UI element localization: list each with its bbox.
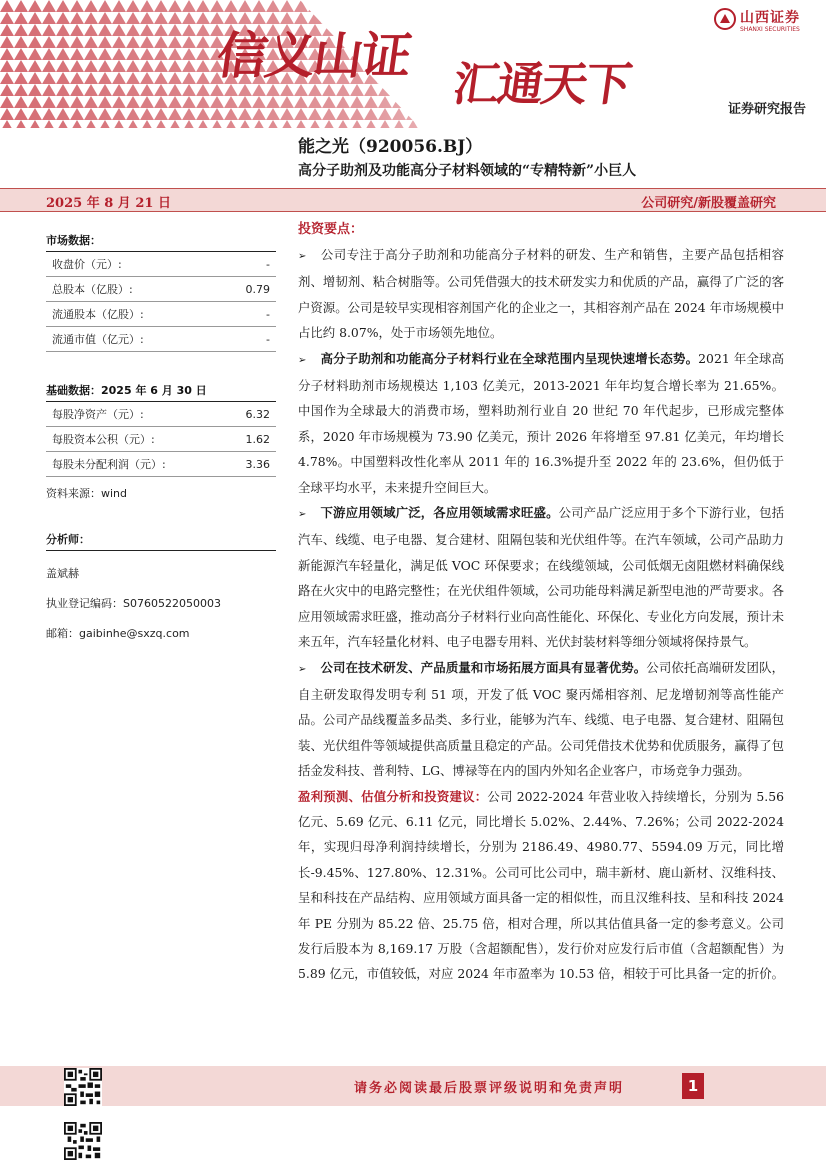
header-banner [0, 0, 826, 128]
paragraph-valuation [298, 784, 784, 987]
basic-row [46, 427, 276, 452]
data-source: 资料来源：wind [46, 487, 128, 500]
qr-code-icon [64, 1122, 102, 1160]
report-type: 证券研究报告 [727, 102, 806, 117]
report-category: 公司研究/新股覆盖研究 [641, 196, 776, 211]
market-row-label: 流通股本（亿股）: [52, 308, 144, 321]
market-row [46, 252, 276, 277]
basic-row-value: 1.62 [245, 432, 270, 446]
basic-data-title: 基础数据：2025 年 6 月 30 日 [46, 382, 276, 402]
market-row-label: 收盘价（元）: [52, 258, 122, 271]
market-row [46, 277, 276, 302]
bullet-arrow-icon: ➢ [298, 251, 307, 262]
report-date: 2025 年 8 月 21 日 [46, 196, 171, 211]
date-bar [0, 188, 826, 212]
sidebar [46, 232, 276, 641]
company-logo [714, 6, 814, 36]
market-row-label: 总股本（亿股）: [52, 283, 133, 296]
paragraph-text: 公司依托高端研发团队，自主研发取得发明专利 51 项，开发了低 VOC 聚丙烯相容剂、尼龙增韧剂等高性能产品。公司产品线覆盖多品类、多行业，能够为汽车、线缆、电子电器、复合建材、阻隔包装、光伏组件等领域提供高质量且稳定的产品。公司凭借技术优势和优质服务，赢得了包括金发科技、普利特、LG、博禄等在内的国内外知名企业客户，市场竞争力强劲。 [298, 659, 785, 779]
paragraph-text: 公司 2022-2024 年营业收入持续增长，分别为 5.56 亿元、5.69 亿元、6.11 亿元，同比增长 5.02%、2.44%、7.26%；公司 2022-2024 年，实现归母净利润持续增长，分别为 2186.49、4980.77、5594.09 万元，同比增长-9.45%、127.80%、12.31%。公司可比公司中，瑞丰新材、鹿山新材、汉维科技、呈和科技在产品结构、应用领域方面具备一定的相似性，而且汉维科技、呈和科技 2024 年 PE 分别为 85.22 倍、25.75 倍，相对合理，所以其估值具备一定的参考意义。公司发行后股本为 8,169.17 万股（含超额配售），发行价对应发行后市值（含超额配售）为 5.89 亿元，市值较低，对应 2024 年市盈率为 10.53 倍，相较于可比具备一定的折价。 [298, 788, 785, 982]
main-content [298, 218, 784, 987]
slogan-part1: 信义山证 [213, 27, 414, 85]
qr-code-icon [64, 1068, 102, 1106]
analyst-registration: 执业登记编码：S0760522050003 [46, 597, 221, 610]
paragraph-downstream [298, 500, 784, 654]
basic-row [46, 452, 276, 477]
basic-row [46, 402, 276, 427]
bullet-arrow-icon: ➢ [298, 509, 307, 521]
paragraph-lead: 下游应用领域广泛，各应用领域需求旺盛。 [320, 505, 559, 521]
market-row [46, 327, 276, 352]
logo-icon [714, 8, 736, 30]
market-data-title: 市场数据： [46, 232, 276, 252]
analyst-title: 分析师： [46, 531, 276, 551]
page-number: 1 [682, 1073, 704, 1099]
slogan-part2: 汇通天下 [449, 57, 634, 111]
bullet-arrow-icon: ➢ [298, 354, 307, 366]
market-row-value: - [266, 332, 270, 346]
paragraph-lead: 高分子助剂和功能高分子材料行业在全球范围内呈现快速增长态势。 [320, 350, 699, 366]
bullet-arrow-icon: ➢ [298, 663, 307, 675]
market-row-label: 流通市值（亿元）: [52, 333, 144, 346]
paragraph-text: 公司产品广泛应用于多个下游行业，包括汽车、线缆、电子电器、复合建材、阻隔包装和光伏组件等。在汽车领域，公司产品助力新能源汽车轻量化，满足低 VOC 环保要求；在线缆领域，公司低烟无卤阻燃材料确保线路在火灾中的电路完整性；在光伏组件领域，公司功能母料满足新型电池的严苛要求。各应用领域需求旺盛，推动高分子材料行业向高性能化、环保化、专业化方向发展，预计未来五年，汽车轻量化材料、电子电器专用料、光伏封装材料等细分领域将保持景气。 [298, 505, 785, 650]
paragraph-advantages [298, 655, 784, 784]
market-row-value: 0.79 [245, 282, 270, 296]
paragraph-lead: 盈利预测、估值分析和投资建议： [298, 788, 488, 804]
market-row [46, 302, 276, 327]
basic-row-label: 每股未分配利润（元）: [52, 458, 166, 471]
basic-row-label: 每股资本公积（元）: [52, 433, 155, 446]
paragraph-company-overview [298, 242, 784, 346]
market-row-value: - [266, 307, 270, 321]
investment-highlights-heading: 投资要点： [298, 222, 364, 237]
paragraph-industry-growth [298, 346, 784, 500]
disclaimer-notice[interactable]: 请务必阅读最后股票评级说明和免责声明 [354, 1081, 625, 1096]
paragraph-lead: 公司在技术研发、产品质量和市场拓展方面具有显著优势。 [320, 659, 647, 675]
basic-row-value: 6.32 [245, 407, 270, 421]
report-subtitle: 高分子助剂及功能高分子材料领域的“专精特新”小巨人 [298, 163, 637, 179]
analyst-email[interactable]: 邮箱：gaibinhe@sxzq.com [46, 627, 190, 640]
basic-row-label: 每股净资产（元）: [52, 408, 144, 421]
company-name: 能之光（920056.BJ） [298, 137, 483, 157]
logo-subtext: SHANXI SECURITIES [740, 26, 800, 33]
paragraph-text: 公司专注于高分子助剂和功能高分子材料的研发、生产和销售，主要产品包括相容剂、增韧剂、粘合树脂等。公司凭借强大的技术研发实力和优质的产品，赢得了广泛的客户资源。公司是较早实现相容剂国产化的企业之一，其相容剂产品在 2024 年市场规模中占比约 8.07%，处于市场领先地位。 [298, 247, 784, 341]
basic-row-value: 3.36 [245, 457, 270, 471]
paragraph-text: 2021 年全球高分子材料助剂市场规模达 1,103 亿美元，2013-2021 年年均复合增长率为 21.65%。中国作为全球最大的消费市场，塑料助剂行业自 20 世纪 70 年代起步，已形成完整体系，2020 年市场规模为 73.90 亿美元，预计 2026 年将增至 97.81 亿美元，年均增长 4.78%。中国塑料改性化率从 2011 年的 16.3%提升至 2022 年的 23.6%，但仍低于全球平均水平，未来提升空间巨大。 [298, 350, 784, 495]
market-row-value: - [266, 257, 270, 271]
analyst-name: 盖斌赫 [46, 567, 79, 580]
logo-text: 山西证券 [740, 10, 800, 26]
